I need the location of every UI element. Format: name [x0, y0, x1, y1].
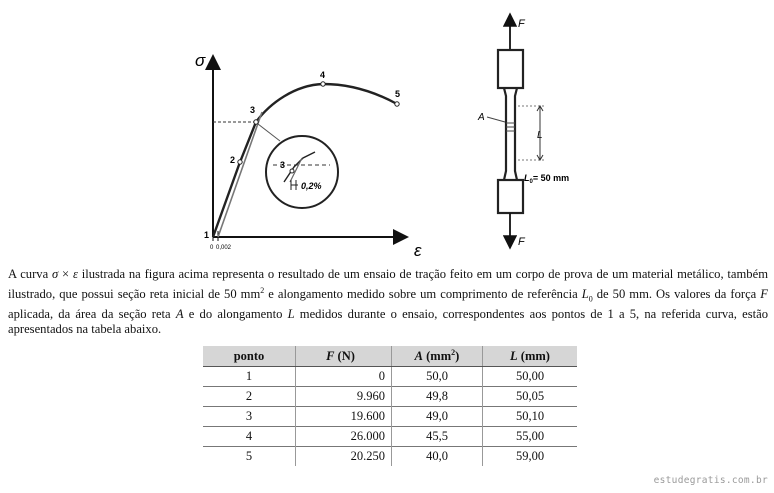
cell-ponto: 5: [203, 447, 296, 467]
cell-length: 55,00: [483, 427, 578, 447]
origin-label: 1: [204, 230, 210, 240]
cell-length: 50,00: [483, 367, 578, 387]
table-row: [203, 447, 577, 467]
curve-point-2: [238, 160, 242, 164]
cell-area: 49,8: [392, 387, 483, 407]
cell-ponto: 2: [203, 387, 296, 407]
cell-force: 26.000: [296, 427, 392, 447]
problem-statement: A curva σ × ε ilustrada na figura acima representa o resultado de um ensaio de tração feito em um corpo de prova de um material metálico, também ilustrado, que possui seção reta inicial de 50 $mm^2$ e alongamento medido sobre um comprimento de referência $L_0$ de 50 mm. Os valores da força F aplicada, da área da seção reta A e do alongamento L medidos durante o ensaio, correspondentes aos pontos de 1 a 5, na referida curva, estão apresentados na tabela abaixo.: [8, 267, 768, 337]
table-row: [203, 387, 577, 407]
curve-point-3: [254, 120, 258, 124]
cell-force: 19.600: [296, 407, 392, 427]
point-label-3: 3: [250, 105, 256, 115]
cell-force: 9.960: [296, 387, 392, 407]
header-area: A $(mm^2)$: [392, 346, 483, 367]
header-force: F (N): [296, 346, 392, 367]
cell-area: 45,5: [392, 427, 483, 447]
zoom-offset-label: 0,2%: [301, 181, 322, 191]
area-leader: [487, 117, 505, 122]
zoom-leader: [258, 124, 280, 141]
force-label-top: F: [518, 18, 525, 30]
point-label-5: 5: [395, 89, 401, 99]
length-label: L: [537, 130, 543, 141]
area-label: A: [478, 112, 485, 123]
offset-line: [218, 112, 262, 237]
gauge-length-label: $L_0= 50$ mm: [524, 173, 570, 185]
cell-area: 40,0: [392, 447, 483, 467]
header-ponto: ponto: [203, 346, 296, 367]
tick-zero-label: 0: [210, 245, 214, 251]
cell-area: 49,0: [392, 407, 483, 427]
curve-point-4: [321, 82, 325, 86]
tick-offset-label: 0,002: [216, 245, 232, 251]
point-label-4: 4: [320, 70, 326, 80]
curve-point-5: [395, 102, 399, 106]
cell-ponto: 4: [203, 427, 296, 447]
table-row: [203, 407, 577, 427]
cell-force: 20.250: [296, 447, 392, 467]
cell-length: 59,00: [483, 447, 578, 467]
strain-axis-label: ε: [414, 241, 422, 260]
cell-force: 0: [296, 367, 392, 387]
table-header-row: [203, 346, 577, 367]
cell-ponto: 1: [203, 367, 296, 387]
zoom-point-label: 3: [280, 160, 286, 170]
cell-length: 50,10: [483, 407, 578, 427]
cell-area: 50,0: [392, 367, 483, 387]
cell-length: 50,05: [483, 387, 578, 407]
table-row: [203, 427, 577, 447]
zoom-inset: [266, 136, 338, 208]
specimen: [498, 50, 523, 213]
force-label-bottom: F: [518, 236, 525, 248]
site-watermark: estudegratis.com.br: [653, 475, 768, 486]
table-row: [203, 367, 577, 387]
cell-ponto: 3: [203, 407, 296, 427]
test-data-table: [203, 346, 577, 466]
stress-axis-label: σ: [195, 51, 206, 70]
point-label-2: 2: [230, 155, 236, 165]
header-length: L (mm): [483, 346, 578, 367]
